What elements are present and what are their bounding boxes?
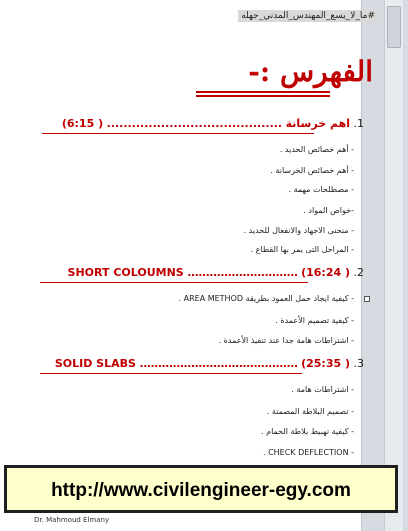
- list-item: - المراحل التى يمر بها القطاع .: [250, 245, 354, 254]
- leader-dots: ...........................................: [139, 357, 298, 370]
- list-item: - منحنى الاجهاد والانفعال للحديد .: [243, 226, 354, 235]
- list-item: - اشتراطات هامة .: [291, 385, 354, 394]
- section-underline: [40, 282, 308, 283]
- section-number: 1.: [353, 117, 364, 130]
- section-time: (25:35 ): [301, 357, 350, 370]
- page-title: الفهرس :-: [248, 55, 373, 88]
- section-number: 2.: [353, 266, 364, 279]
- list-item: - CHECK DEFLECTION .: [262, 448, 354, 457]
- section-heading: SOLID SLABS: [54, 357, 136, 370]
- toc-section-3[interactable]: [55, 357, 364, 370]
- leader-dots: ..............................: [187, 266, 298, 279]
- section-time: (16:24 ): [301, 266, 350, 279]
- section-number: 3.: [353, 357, 364, 370]
- section-time: ( 6:15): [61, 117, 104, 130]
- scrollbar-thumb[interactable]: [387, 6, 401, 48]
- section-heading: اهم خرسانة: [285, 117, 350, 130]
- toc-section-1[interactable]: [62, 117, 364, 130]
- list-item: - كيفية تهبيط بلاطة الحمام .: [261, 427, 354, 436]
- list-item: - اشتراطات هامة جدا عند تنفيذ الأعمدة .: [218, 336, 354, 345]
- title-underline: [196, 95, 330, 97]
- section-underline: [42, 133, 314, 134]
- list-item: - تصميم البلاطة المصمتة .: [266, 407, 354, 416]
- list-item: - كيفية تصميم الأعمدة .: [275, 316, 354, 325]
- resize-handle[interactable]: [364, 296, 370, 302]
- website-banner[interactable]: [4, 465, 398, 513]
- vertical-scrollbar[interactable]: [384, 0, 403, 531]
- list-item: - أهم خصائص الحديد .: [279, 145, 354, 154]
- footer-author: Dr. Mahmoud Elmany: [34, 516, 110, 524]
- list-item: - كيفية ايجاد حمل العمود بطريقة AREA METHOD .: [178, 294, 354, 303]
- section-heading: SHORT COLOUMNS: [67, 266, 184, 279]
- hashtag-header: #ما_لا_يسع_المهندس_المدني_جهله: [238, 10, 378, 22]
- section-underline: [40, 373, 302, 374]
- list-item: -خواص المواد .: [303, 206, 354, 215]
- toc-section-2[interactable]: [68, 266, 364, 279]
- title-underline: [196, 91, 330, 93]
- list-item: - مصطلحات مهمة .: [288, 185, 354, 194]
- list-item: - أهم خصائص الخرسانة .: [270, 166, 354, 175]
- leader-dots: ..........................................: [106, 117, 283, 130]
- banner-url[interactable]: http://www.civilengineer-egy.com: [51, 480, 351, 501]
